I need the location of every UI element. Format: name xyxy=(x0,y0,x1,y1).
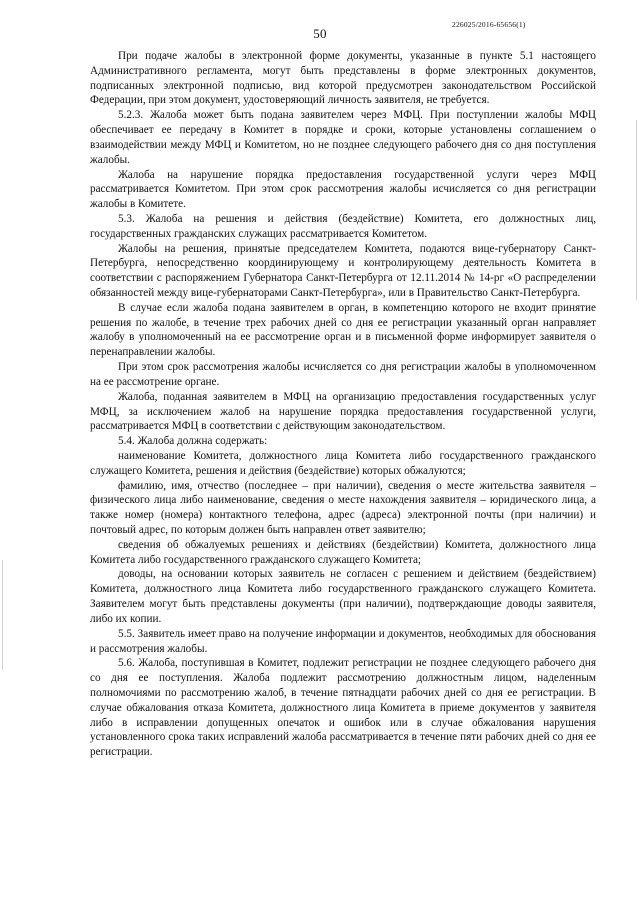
page-number: 50 xyxy=(313,26,327,41)
document-id: 226025/2016-65656(1) xyxy=(452,20,526,29)
paragraph: При подаче жалобы в электронной форме документы, указанные в пункте 5.1 настоящего Административного регламента, могут быть представлены в форме электронных документов, подписанных электронной подписью, вид которой предусмотрен законодательством Российской Федерации, при этом документ, удостоверяющий личность заявителя, не требуется. xyxy=(90,50,596,107)
document-body xyxy=(90,49,596,760)
scan-edge-mark xyxy=(636,120,637,300)
paragraph: 5.4. Жалоба должна содержать: xyxy=(118,435,268,448)
paragraph: 5.2.3. Жалоба может быть подана заявителем через МФЦ. При поступлении жалобы МФЦ обеспечивает ее передачу в Комитет в порядке и сроки, которые установлены соглашением о взаимодействии между МФЦ и Комитетом, но не позднее следующего рабочего дня со дня поступления жалобы. xyxy=(90,109,596,166)
paragraph: Жалоба, поданная заявителем в МФЦ на организацию предоставления государственных услуг МФЦ, за исключением жалоб на нарушение порядка предоставления государственной услуги, рассматривается МФЦ в соответствии с действующим законодательством. xyxy=(90,390,596,433)
paragraph: доводы, на основании которых заявитель не согласен с решением и действием (бездействием) Комитета, должностного лица Комитета либо государственного гражданского служащего Комитета. Заявителем могут быть представлены документы (при наличии), подтверждающие доводы заявителя, либо их копии. xyxy=(90,568,596,625)
paragraph: фамилию, имя, отчество (последнее – при наличии), сведения о месте жительства заявителя – физического лица либо наименование, сведения о месте нахождения заявителя – юридического лица, а также номер (номера) контактного телефона, адрес (адреса) электронной почты (при наличии) и почтовый адрес, по которым должен быть направлен ответ заявителю; xyxy=(90,479,596,536)
paragraph: В случае если жалоба подана заявителем в орган, в компетенцию которого не входит принятие решения по жалобе, в течение трех рабочих дней со дня ее регистрации указанный орган направляет жалобу в уполномоченный на ее рассмотрение орган и в письменной форме информирует заявителя о перенаправлении жалобы. xyxy=(90,301,596,359)
paragraph: 5.3. Жалоба на решения и действия (бездействие) Комитета, его должностных лиц, государственных гражданских служащих рассматривается Комитетом. xyxy=(90,212,596,240)
paragraph: 5.5. Заявитель имеет право на получение информации и документов, необходимых для обоснования и рассмотрения жалобы. xyxy=(90,627,596,655)
paragraph: При этом срок рассмотрения жалобы исчисляется со дня регистрации жалобы в уполномоченном на ее рассмотрение органе. xyxy=(90,361,596,388)
paragraph: 5.6. Жалоба, поступившая в Комитет, подлежит регистрации не позднее следующего рабочего дня со дня ее поступления. Жалоба подлежит рассмотрению должностным лицом, наделенным полномочиями по рассмотрению жалоб, в течение пятнадцати рабочих дней со дня ее регистрации. В случае обжалования отказа Комитета, должностного лица Комитета в приеме документов у заявителя либо в исправлении допущенных опечаток и ошибок или в случае обжалования нарушения установленного срока таких исправлений жалоба рассматривается в течение пяти рабочих дней со дня ее регистрации. xyxy=(90,657,596,759)
scan-edge-mark xyxy=(2,560,3,670)
paragraph: наименование Комитета, должностного лица Комитета либо государственного гражданского служащего Комитета, решения и действия (бездействие) которых обжалуются; xyxy=(90,449,596,477)
paragraph: сведения об обжалуемых решениях и действиях (бездействии) Комитета, должностного лица Комитета либо государственного гражданского служащего Комитета; xyxy=(90,538,596,566)
paragraph: Жалобы на решения, принятые председателем Комитета, подаются вице-губернатору Санкт-Петербурга, непосредственно координирующему и контролирующему деятельность Комитета в соответствии с распоряжением Губернатора Санкт-Петербурга от 12.11.2014 № 14-рг «О распределении обязанностей между вице-губернаторами Санкт-Петербурга», или в Правительство Санкт-Петербурга. xyxy=(90,242,596,299)
paragraph: Жалоба на нарушение порядка предоставления государственной услуги через МФЦ рассматривается Комитетом. При этом срок рассмотрения жалобы исчисляется со дня регистрации жалобы в Комитете. xyxy=(90,168,596,211)
